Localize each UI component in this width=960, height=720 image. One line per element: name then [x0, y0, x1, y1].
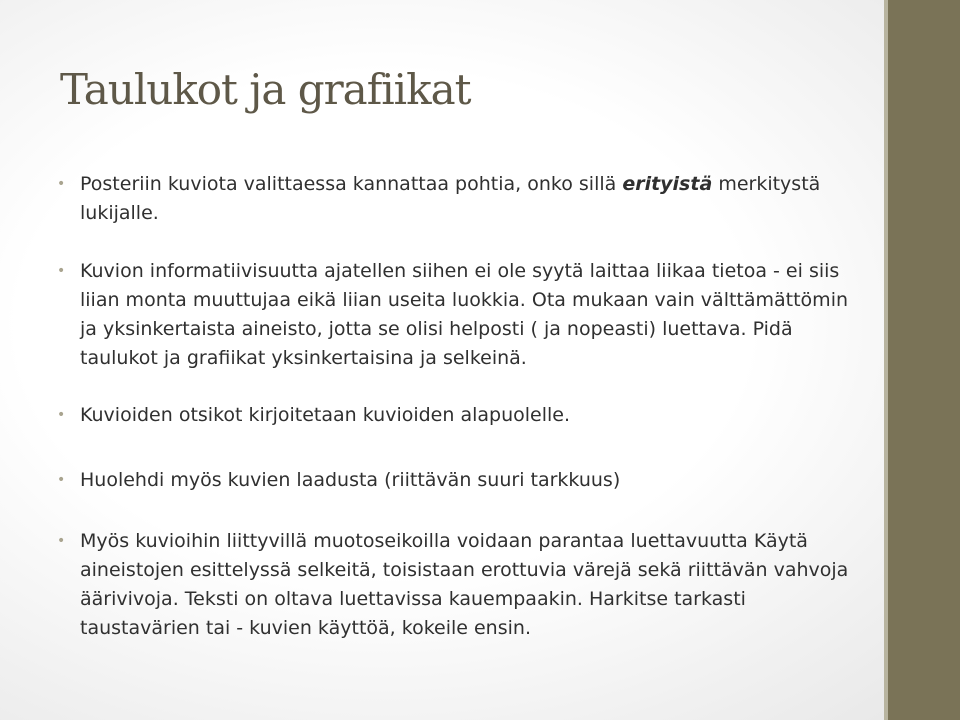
- bullet-list: [57, 170, 857, 672]
- bullet-marker: •: [57, 407, 66, 423]
- bullet-marker: •: [57, 263, 66, 279]
- bullet-item: [57, 401, 857, 430]
- side-bar: [888, 0, 960, 720]
- bullet-marker: •: [57, 533, 66, 549]
- bullet-item: [57, 257, 857, 373]
- bullet-text-after: merkitystä lukijalle.: [80, 173, 821, 224]
- bullet-text: Kuvioiden otsikot kirjoitetaan kuvioiden alapuolelle.: [80, 404, 571, 426]
- bullet-text-before: Posteriin kuviota valittaessa kannattaa pohtia, onko sillä: [80, 173, 623, 195]
- bullet-text: Myös kuvioihin liittyvillä muotoseikoilla voidaan parantaa luettavuutta Käytä aineistojen esittelyssä selkeitä, toisistaan erottuvia värejä sekä riittävän vahvoja äärivivoja. Teksti on oltava luettavissa kauempaakin. Harkitse tarkasti taustavärien tai - kuvien käyttöä, kokeile ensin.: [80, 530, 849, 639]
- bullet-text: Kuvion informatiivisuutta ajatellen siihen ei ole syytä laittaa liikaa tietoa - ei siis liian monta muuttujaa eikä liian useita luokkia. Ota mukaan vain välttämättömin ja yksinkertaista aineisto, jotta se olisi helposti ( ja nopeasti) luettava. Pidä taulukot ja grafiikat yksinkertaisina ja selkeinä.: [80, 260, 849, 369]
- bullet-item: [57, 466, 857, 495]
- bullet-text-emphasis: erityistä: [622, 173, 713, 195]
- slide-title: Taulukot ja grafiikat: [60, 65, 471, 114]
- bullet-item: [57, 170, 857, 228]
- bullet-marker: •: [57, 472, 66, 488]
- bullet-marker: •: [57, 176, 66, 192]
- bullet-item: [57, 527, 857, 643]
- bullet-text: Huolehdi myös kuvien laadusta (riittävän suuri tarkkuus): [80, 469, 621, 491]
